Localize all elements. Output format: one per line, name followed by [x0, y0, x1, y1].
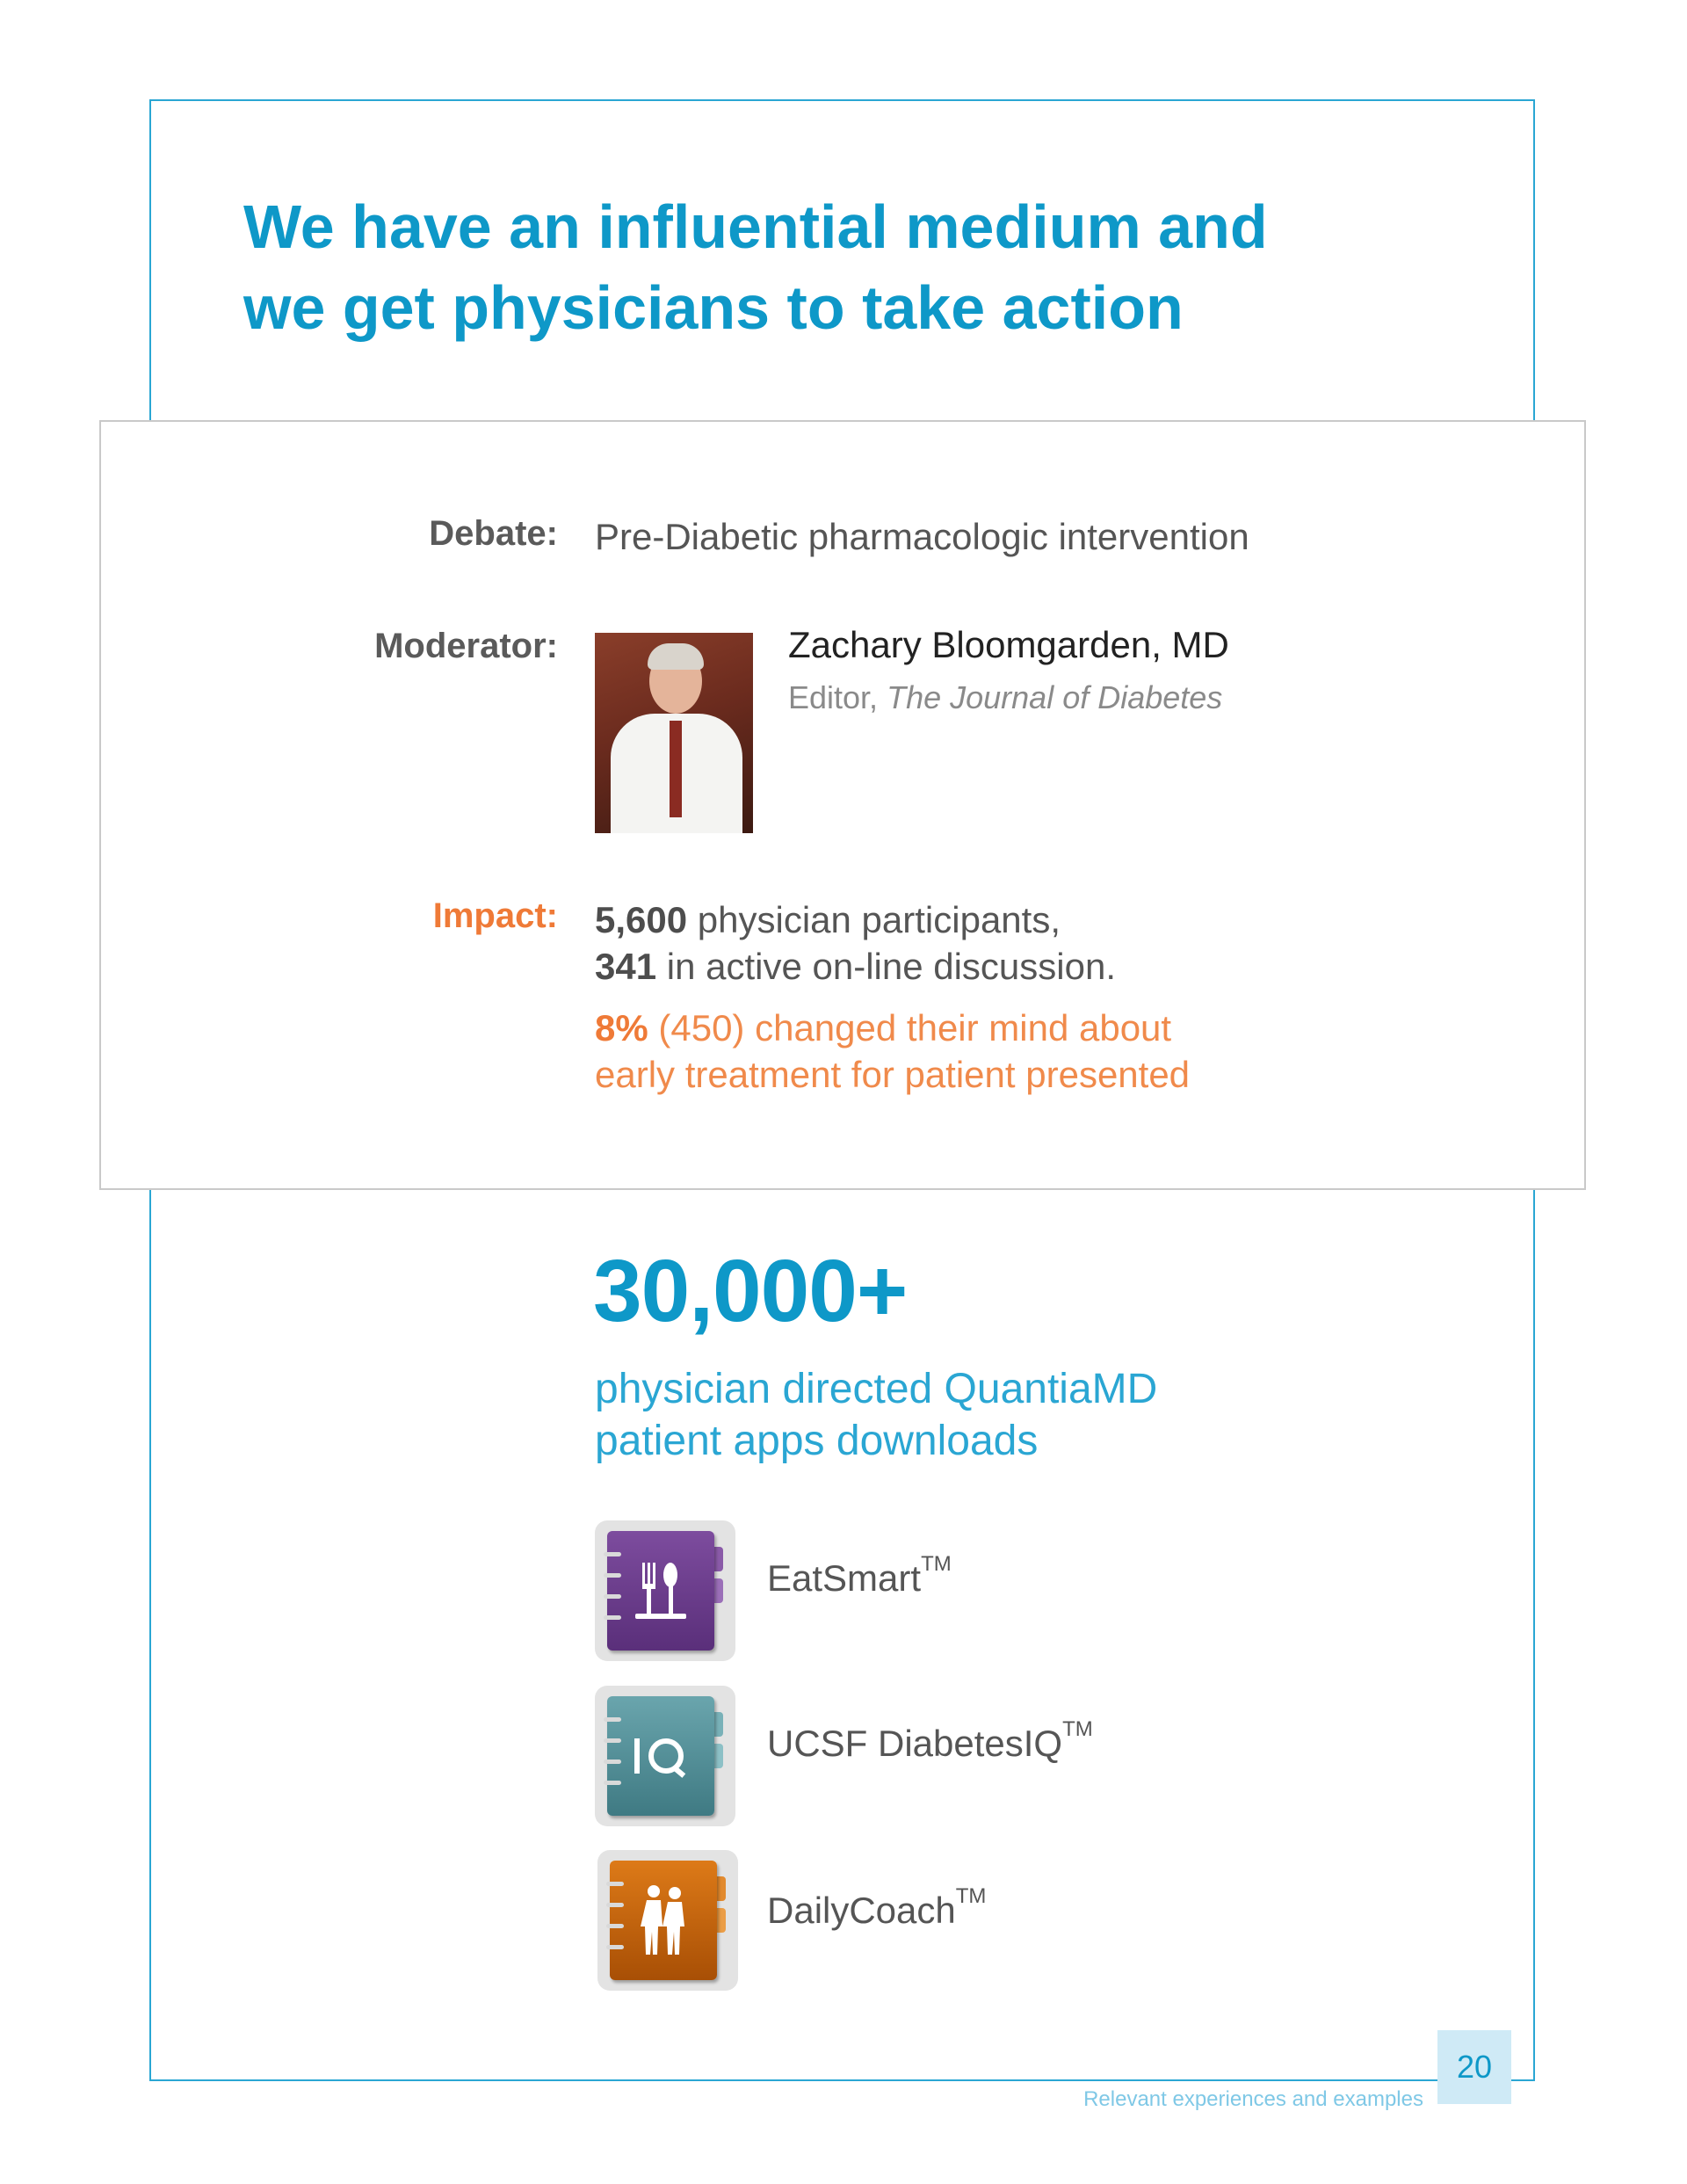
diabetesiq-name-text: UCSF DiabetesIQ — [767, 1723, 1063, 1764]
changed-text-1: (450) changed their mind about — [658, 1007, 1172, 1048]
eatsmart-tm: TM — [921, 1552, 952, 1576]
eatsmart-name-text: EatSmart — [767, 1557, 922, 1599]
diabetesiq-app-icon — [595, 1686, 735, 1826]
dailycoach-app-icon — [597, 1850, 738, 1991]
diabetesiq-tm: TM — [1062, 1717, 1093, 1741]
changed-percent: 8% — [595, 1007, 648, 1048]
headline-line-1: We have an influential medium and — [243, 192, 1268, 261]
dailycoach-name-text: DailyCoach — [767, 1890, 956, 1931]
headline-line-2: we get physicians to take action — [243, 273, 1184, 342]
impact-participants — [595, 899, 1061, 941]
discussion-text: in active on-line discussion. — [666, 946, 1117, 987]
downloads-number: 30,000+ — [593, 1242, 908, 1340]
iq-icon — [607, 1696, 714, 1816]
downloads-caption-1: physician directed QuantiaMD — [595, 1366, 1158, 1412]
downloads-caption-2: patient apps downloads — [595, 1418, 1039, 1464]
page-headline — [243, 186, 1268, 348]
moderator-name: Zachary Bloomgarden, MD — [788, 624, 1229, 665]
footer-section-label: Relevant experiences and examples — [1083, 2087, 1423, 2111]
moderator-journal: The Journal of Diabetes — [887, 679, 1223, 715]
moderator-role: Editor, — [788, 679, 879, 715]
debate-label: Debate: — [429, 514, 558, 553]
diabetesiq-app-name — [767, 1717, 1093, 1765]
participants-text: physician participants, — [697, 899, 1061, 940]
impact-changed-line-1 — [595, 1007, 1171, 1049]
fork-spoon-icon — [607, 1531, 714, 1651]
participants-count: 5,600 — [595, 899, 688, 940]
impact-changed-line-2: early treatment for patient presented — [595, 1054, 1191, 1095]
dailycoach-tm: TM — [955, 1884, 987, 1908]
moderator-label: Moderator: — [374, 627, 558, 665]
impact-discussion — [595, 946, 1116, 988]
eatsmart-app-icon — [595, 1520, 735, 1661]
debate-value: Pre-Diabetic pharmacologic intervention — [595, 516, 1249, 557]
discussion-count: 341 — [595, 946, 657, 987]
eatsmart-app-name — [767, 1552, 952, 1600]
moderator-title — [788, 679, 1222, 716]
impact-label: Impact: — [432, 896, 558, 935]
walking-people-icon — [610, 1861, 717, 1980]
dailycoach-app-name — [767, 1884, 987, 1932]
page-number: 20 — [1437, 2030, 1511, 2104]
moderator-photo — [595, 633, 753, 833]
